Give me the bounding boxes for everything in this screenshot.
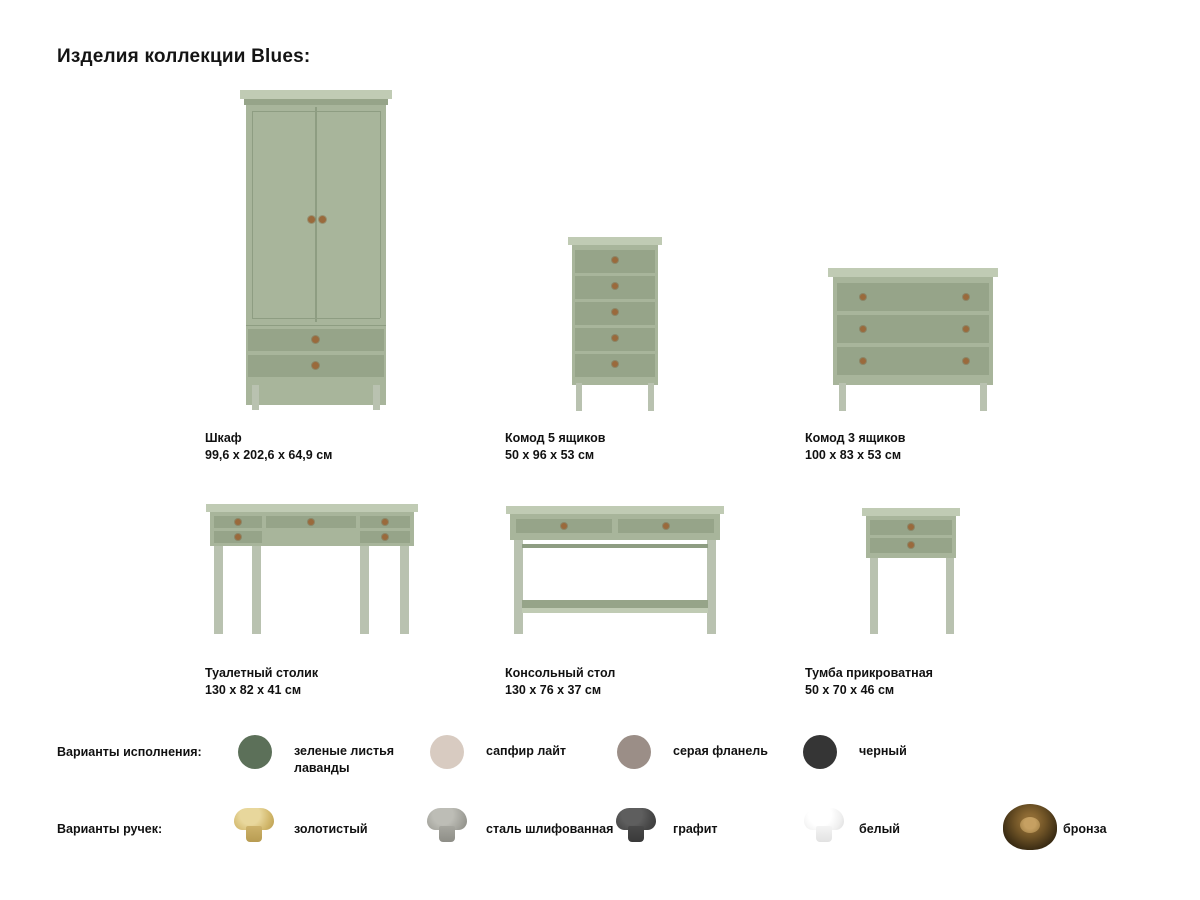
product-card-chest5 [500,85,800,462]
product-caption [505,430,605,464]
product-card-wardrobe [200,85,500,462]
handle-bronze-icon[interactable] [1003,804,1057,850]
product-caption [205,430,332,464]
console-table-illustration [500,490,800,640]
product-name: Шкаф [205,431,242,445]
finish-label-sapphire-light: сапфир лайт [486,744,567,758]
handle-white-icon[interactable] [801,806,847,846]
product-card-console-table [500,490,800,697]
product-caption [805,430,905,464]
finish-swatch-grey-flannel[interactable] [617,735,651,769]
product-name: Комод 3 ящиков [805,431,906,445]
product-dims: 50 x 96 x 53 см [505,448,595,462]
handle-label-graphite: графит [673,822,718,836]
product-card-bedside-table [800,490,1100,697]
handle-label-bronze: бронза [1063,822,1107,836]
product-dims: 50 x 70 x 46 см [805,683,895,697]
finishes-row-label: Варианты исполнения: [57,745,202,759]
product-name: Тумба прикроватная [805,666,933,680]
handle-label-white: белый [859,822,900,836]
product-name: Комод 5 ящиков [505,431,606,445]
finish-swatch-black[interactable] [803,735,837,769]
page-title: Изделия коллекции Blues: [57,46,311,67]
product-dims: 130 x 82 x 41 см [205,683,302,697]
product-card-dressing-table [200,490,500,697]
finish-swatch-sapphire-light[interactable] [430,735,464,769]
product-caption [505,665,615,699]
handle-brushed-steel-icon[interactable] [424,806,470,846]
product-dims: 100 x 83 x 53 см [805,448,902,462]
product-card-chest3 [800,85,1100,462]
handles-row-label: Варианты ручек: [57,822,163,836]
product-dims: 99,6 x 202,6 x 64,9 см [205,448,333,462]
dressing-table-illustration [200,490,500,640]
handle-graphite-icon[interactable] [613,806,659,846]
product-caption [205,665,318,699]
handle-gold-icon[interactable] [231,806,277,846]
handle-label-gold: золотистый [294,822,368,836]
handle-label-brushed-steel: сталь шлифованная [486,822,614,836]
product-name: Туалетный столик [205,666,319,680]
product-name: Консольный стол [505,666,616,680]
finish-label-grey-flannel: серая фланель [673,744,768,758]
finish-label-black: черный [859,744,907,758]
wardrobe-illustration [200,85,500,415]
chest-3-drawers-illustration [800,85,1100,415]
finish-label-green: зеленые листья лаванды [294,744,395,775]
product-dims: 130 x 76 x 37 см [505,683,602,697]
chest-5-drawers-illustration [500,85,800,415]
finish-swatch-green[interactable] [238,735,272,769]
product-caption [805,665,933,699]
bedside-table-illustration [800,490,1100,640]
